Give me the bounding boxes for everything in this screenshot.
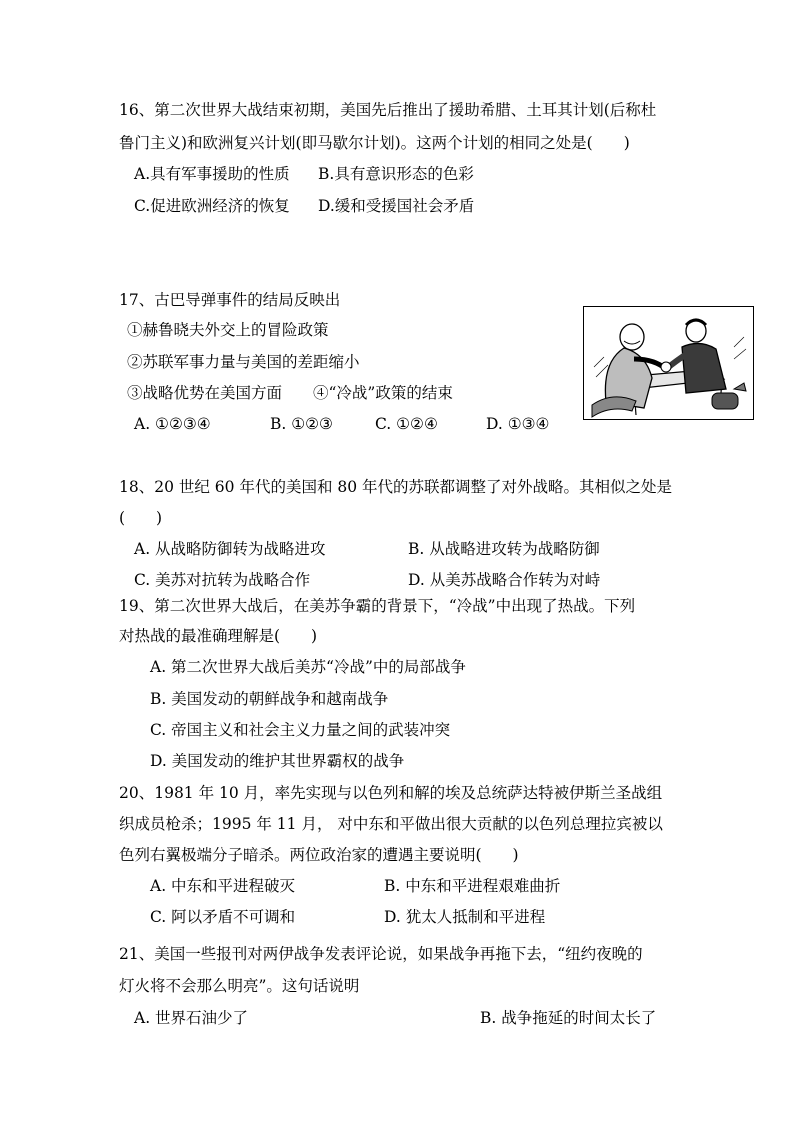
q20-option-d: D. 犹太人抵制和平进程 bbox=[384, 908, 546, 926]
cartoon-drawing bbox=[584, 307, 753, 419]
q18-option-b: B. 从战略进攻转为战略防御 bbox=[408, 540, 600, 558]
q21-option-b: B. 战争拖延的时间太长了 bbox=[480, 1009, 657, 1027]
q17-item-2: ②苏联军事力量与美国的差距缩小 bbox=[127, 353, 360, 371]
q17-item-3: ③战略优势在美国方面 bbox=[127, 384, 283, 402]
q18-option-a: A. 从战略防御转为战略进攻 bbox=[134, 540, 326, 558]
q19-option-d: D. 美国发动的维护其世界霸权的战争 bbox=[150, 752, 405, 770]
q16-option-c: C.促进欧洲经济的恢复 bbox=[134, 197, 290, 215]
q17-item-1: ①赫鲁晓夫外交上的冒险政策 bbox=[127, 321, 329, 339]
q21-option-a: A. 世界石油少了 bbox=[134, 1009, 249, 1027]
q16-option-b: B.具有意识形态的色彩 bbox=[318, 165, 474, 183]
q17-option-b: B. ①②③ bbox=[270, 415, 333, 433]
q18-stem-line1: 18、20 世纪 60 年代的美国和 80 年代的苏联都调整了对外战略。其相似之处是 bbox=[119, 478, 673, 496]
q17-option-d: D. ①③④ bbox=[486, 415, 550, 433]
q20-option-c: C. 阿以矛盾不可调和 bbox=[150, 908, 296, 926]
q19-stem-line2: 对热战的最准确理解是( ) bbox=[119, 627, 318, 645]
q19-option-a: A. 第二次世界大战后美苏“冷战”中的局部战争 bbox=[150, 658, 466, 676]
q21-stem-line2: 灯火将不会那么明亮”。这句话说明 bbox=[119, 977, 360, 995]
q19-option-b: B. 美国发动的朝鲜战争和越南战争 bbox=[150, 690, 389, 708]
q20-stem-line2: 织成员枪杀；1995 年 11 月， 对中东和平做出很大贡献的以色列总理拉宾被以 bbox=[119, 815, 663, 833]
q17-item-4: ④“冷战”政策的结束 bbox=[313, 384, 453, 402]
q16-option-d: D.缓和受援国社会矛盾 bbox=[318, 197, 475, 215]
q20-stem-line3: 色列右翼极端分子暗杀。两位政治家的遭遇主要说明( ) bbox=[119, 846, 519, 864]
q18-stem-line2: ( ) bbox=[119, 509, 163, 527]
q20-stem-line1: 20、1981 年 10 月，率先实现与以色列和解的埃及总统萨达特被伊斯兰圣战组 bbox=[119, 784, 663, 802]
q17-stem: 17、古巴导弹事件的结局反映出 bbox=[119, 291, 341, 309]
q19-option-c: C. 帝国主义和社会主义力量之间的武装冲突 bbox=[150, 721, 451, 739]
q16-stem-line2: 鲁门主义)和欧洲复兴计划(即马歇尔计划)。这两个计划的相同之处是( ) bbox=[119, 134, 630, 152]
q16-option-a: A.具有军事援助的性质 bbox=[134, 165, 290, 183]
q17-option-a: A. ①②③④ bbox=[134, 415, 211, 433]
q18-option-d: D. 从美苏战略合作转为对峙 bbox=[408, 571, 601, 589]
cold-war-arm-wrestling-cartoon bbox=[583, 306, 754, 420]
q17-option-c: C. ①②④ bbox=[375, 415, 438, 433]
q20-option-b: B. 中东和平进程艰难曲折 bbox=[384, 877, 561, 895]
q16-stem-line1: 16、第二次世界大战结束初期，美国先后推出了援助希腊、土耳其计划(后称杜 bbox=[119, 101, 657, 119]
q18-option-c: C. 美苏对抗转为战略合作 bbox=[134, 571, 311, 589]
q19-stem-line1: 19、第二次世界大战后，在美苏争霸的背景下，“冷战”中出现了热战。下列 bbox=[119, 597, 636, 615]
q21-stem-line1: 21、美国一些报刊对两伊战争发表评论说，如果战争再拖下去，“纽约夜晚的 bbox=[119, 945, 643, 963]
q20-option-a: A. 中东和平进程破灭 bbox=[150, 877, 296, 895]
